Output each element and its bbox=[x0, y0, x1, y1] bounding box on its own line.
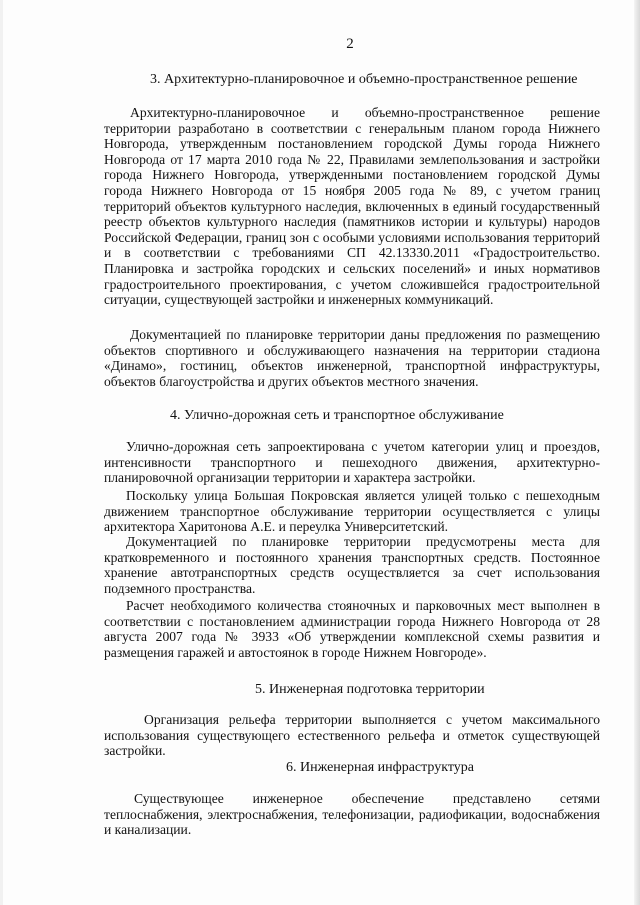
section-4-paragraph-3: Документацией по планировке территории предусмотрены места для кратковременного и постоянного хранения транспортных средств. Постоянное хранение автотранспортных средств осуществляется за счет использования подземного пространства. bbox=[104, 534, 600, 596]
page-number: 2 bbox=[346, 36, 354, 52]
section-6-heading: 6. Инженерная инфраструктура bbox=[286, 760, 475, 775]
section-5-heading: 5. Инженерная подготовка территории bbox=[255, 682, 485, 697]
scan-edge-left bbox=[0, 0, 3, 905]
section-3-heading: 3. Архитектурно-планировочное и объемно-пространственное решение bbox=[150, 72, 578, 87]
section-5-paragraph-1: Организация рельефа территории выполняется с учетом максимального использования существующего естественного рельефа и отметок существующей застройки. bbox=[104, 712, 600, 759]
section-4-paragraph-1: Улично-дорожная сеть запроектирована с учетом категории улиц и проездов, интенсивности транспортного и пешеходного движения, архитектурно-планировочной организации территории и характера застройки. bbox=[104, 439, 600, 486]
section-4-heading: 4. Улично-дорожная сеть и транспортное обслуживание bbox=[170, 408, 504, 423]
section-6-paragraph-1: Существующее инженерное обеспечение представлено сетями теплоснабжения, электроснабжения, телефонизации, радиофикации, водоснабжения и канализации. bbox=[104, 791, 600, 838]
scan-edge-right bbox=[634, 0, 640, 905]
section-3-paragraph-2: Документацией по планировке территории даны предложения по размещению объектов спортивного и обслуживающего назначения на территории стадиона «Динамо», гостиниц, объектов инженерной, транспортной инфраструктуры, объектов благоустройства и других объектов местного значения. bbox=[104, 327, 600, 389]
section-3-paragraph-1: Архитектурно-планировочное и объемно-пространственное решение территории разработано в соответствии с генеральным планом города Нижнего Новгорода, утвержденным постановлением городской Думы города Нижнего Новгорода от 17 марта 2010 года № 22, Правилами землепользования и застройки города Нижнего Новгорода, утвержденными постановлением городской Думы города Нижнего Новгорода от 15 ноября 2005 года № 89, с учетом границ территорий объектов культурного наследия, включенных в единый государственный реестр объектов культурного наследия (памятников истории и культуры) народов Российской Федерации, границ зон с особыми условиями использования территорий и в соответствии с требованиями СП 42.13330.2011 «Градостроительство. Планировка и застройка городских и сельских поселений» и иных нормативов градостроительного проектирования, с учетом сложившейся градостроительной ситуации, существующей застройки и инженерных коммуникаций. bbox=[104, 105, 600, 308]
section-4-paragraph-4: Расчет необходимого количества стояночных и парковочных мест выполнен в соответствии с постановлением администрации города Нижнего Новгорода от 28 августа 2007 года № 3933 «Об утверждении комплексной схемы развития и размещения гаражей и автостоянок в городе Нижнем Новгороде». bbox=[104, 598, 600, 660]
section-4-paragraph-2: Поскольку улица Большая Покровская является улицей только с пешеходным движением транспортное обслуживание территории осуществляется с улицы архитектора Харитонова А.Е. и переулка Университетский. bbox=[104, 488, 600, 535]
